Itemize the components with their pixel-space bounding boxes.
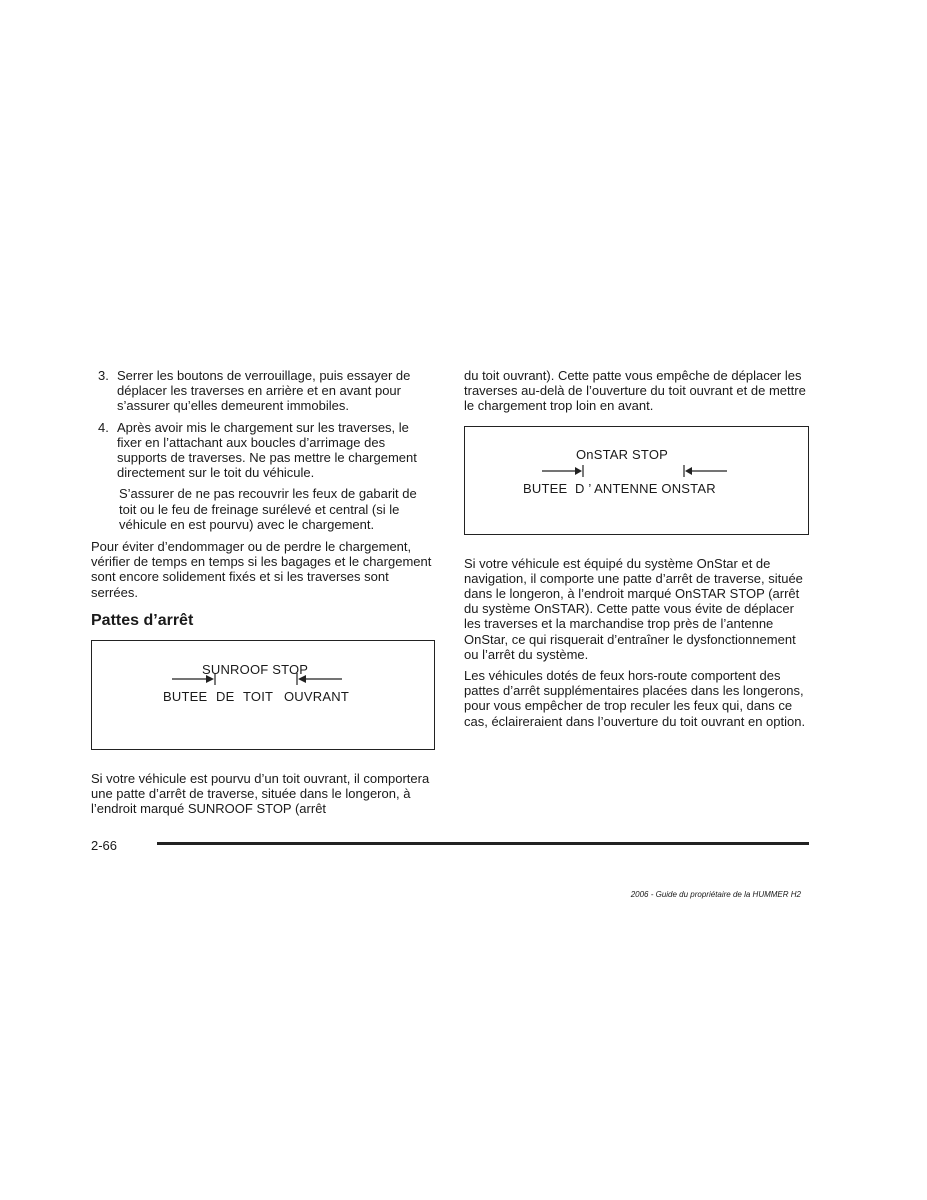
right-arrow-icon — [542, 465, 584, 477]
list-item-4 — [91, 420, 437, 481]
list-item-text: Après avoir mis le chargement sur les traverses, le fixer en l’attachant aux boucles d’arrimage des supports de traverses. Ne pas mettre le chargement directement sur le toit du véhicule. — [117, 419, 417, 481]
list-number: 4. — [98, 419, 109, 435]
onstar-stop-caption: BUTEE D ’ ANTENNE ONSTAR — [523, 480, 716, 496]
paragraph-avoid-damage: Pour éviter d’endommager ou de perdre le chargement, vérifier de temps en temps si les bagages et le chargement sont encore solidement fixés et si les traverses sont serrées. — [91, 539, 432, 600]
caption-word-ouvrant: OUVRANT — [284, 688, 349, 704]
onstar-stop-figure — [464, 426, 809, 535]
paragraph-sunroof: Si votre véhicule est pourvu d’un toit ouvrant, il comportera une patte d’arrêt de traverse, située dans le longeron, à l’endroit marqué SUNROOF STOP (arrêt — [91, 770, 430, 817]
onstar-stop-label: OnSTAR STOP — [576, 446, 669, 462]
paragraph-onstar: Si votre véhicule est équipé du système OnStar et de navigation, il comporte une patte d’arrêt de traverse, située dans le longeron, à l’endroit marqué OnSTAR STOP (arrêt du système OnSTAR). Cette patte vous évite de déplacer les traverses et la marchandise trop près de l’antenne OnStar, ce qui risquerait d’entraîner le dysfonctionnement ou l’arrêt du système. — [464, 555, 803, 662]
right-column — [464, 368, 810, 735]
left-column — [91, 368, 437, 822]
list-item-text: Serrer les boutons de verrouillage, puis essayer de déplacer les traverses en arrière et en avant pour s’assurer qu’elles demeurent immobiles. — [117, 368, 411, 414]
paragraph-sunroof-continued: du toit ouvrant). Cette patte vous empêche de déplacer les traverses au-delà de l’ouverture du toit ouvrant et de mettre le chargement trop loin en avant. — [464, 368, 806, 414]
caption-word-de: DE — [216, 688, 235, 704]
left-arrow-icon — [296, 673, 342, 685]
caption-word-toit: TOIT — [243, 688, 274, 704]
list-item-3 — [91, 368, 437, 414]
caption-word-butee: BUTEE — [163, 688, 208, 704]
sunroof-stop-figure — [91, 640, 435, 750]
item-4-note: S’assurer de ne pas recouvrir les feux de gabarit de toit ou le feu de freinage surélevé et central (si le véhicule en est pourvu) avec le chargement. — [119, 486, 417, 532]
section-heading: Pattes d’arrêt — [91, 611, 194, 629]
list-number: 3. — [98, 368, 109, 383]
right-arrow-icon — [172, 673, 216, 685]
page-number: 2-66 — [91, 838, 118, 853]
footer-rule — [157, 842, 809, 845]
footer-credit: 2006 - Guide du propriétaire de la HUMMER H2 — [630, 890, 801, 899]
paragraph-offroad-lights: Les véhicules dotés de feux hors-route comportent des pattes d’arrêt supplémentaires placées dans les longerons, pour vous empêcher de trop reculer les feux qui, dans ce cas, éclaireraient dans l’ouverture du toit ouvrant en option. — [464, 668, 806, 729]
left-arrow-icon — [683, 465, 727, 477]
sunroof-stop-label: SUNROOF STOP — [202, 661, 309, 677]
